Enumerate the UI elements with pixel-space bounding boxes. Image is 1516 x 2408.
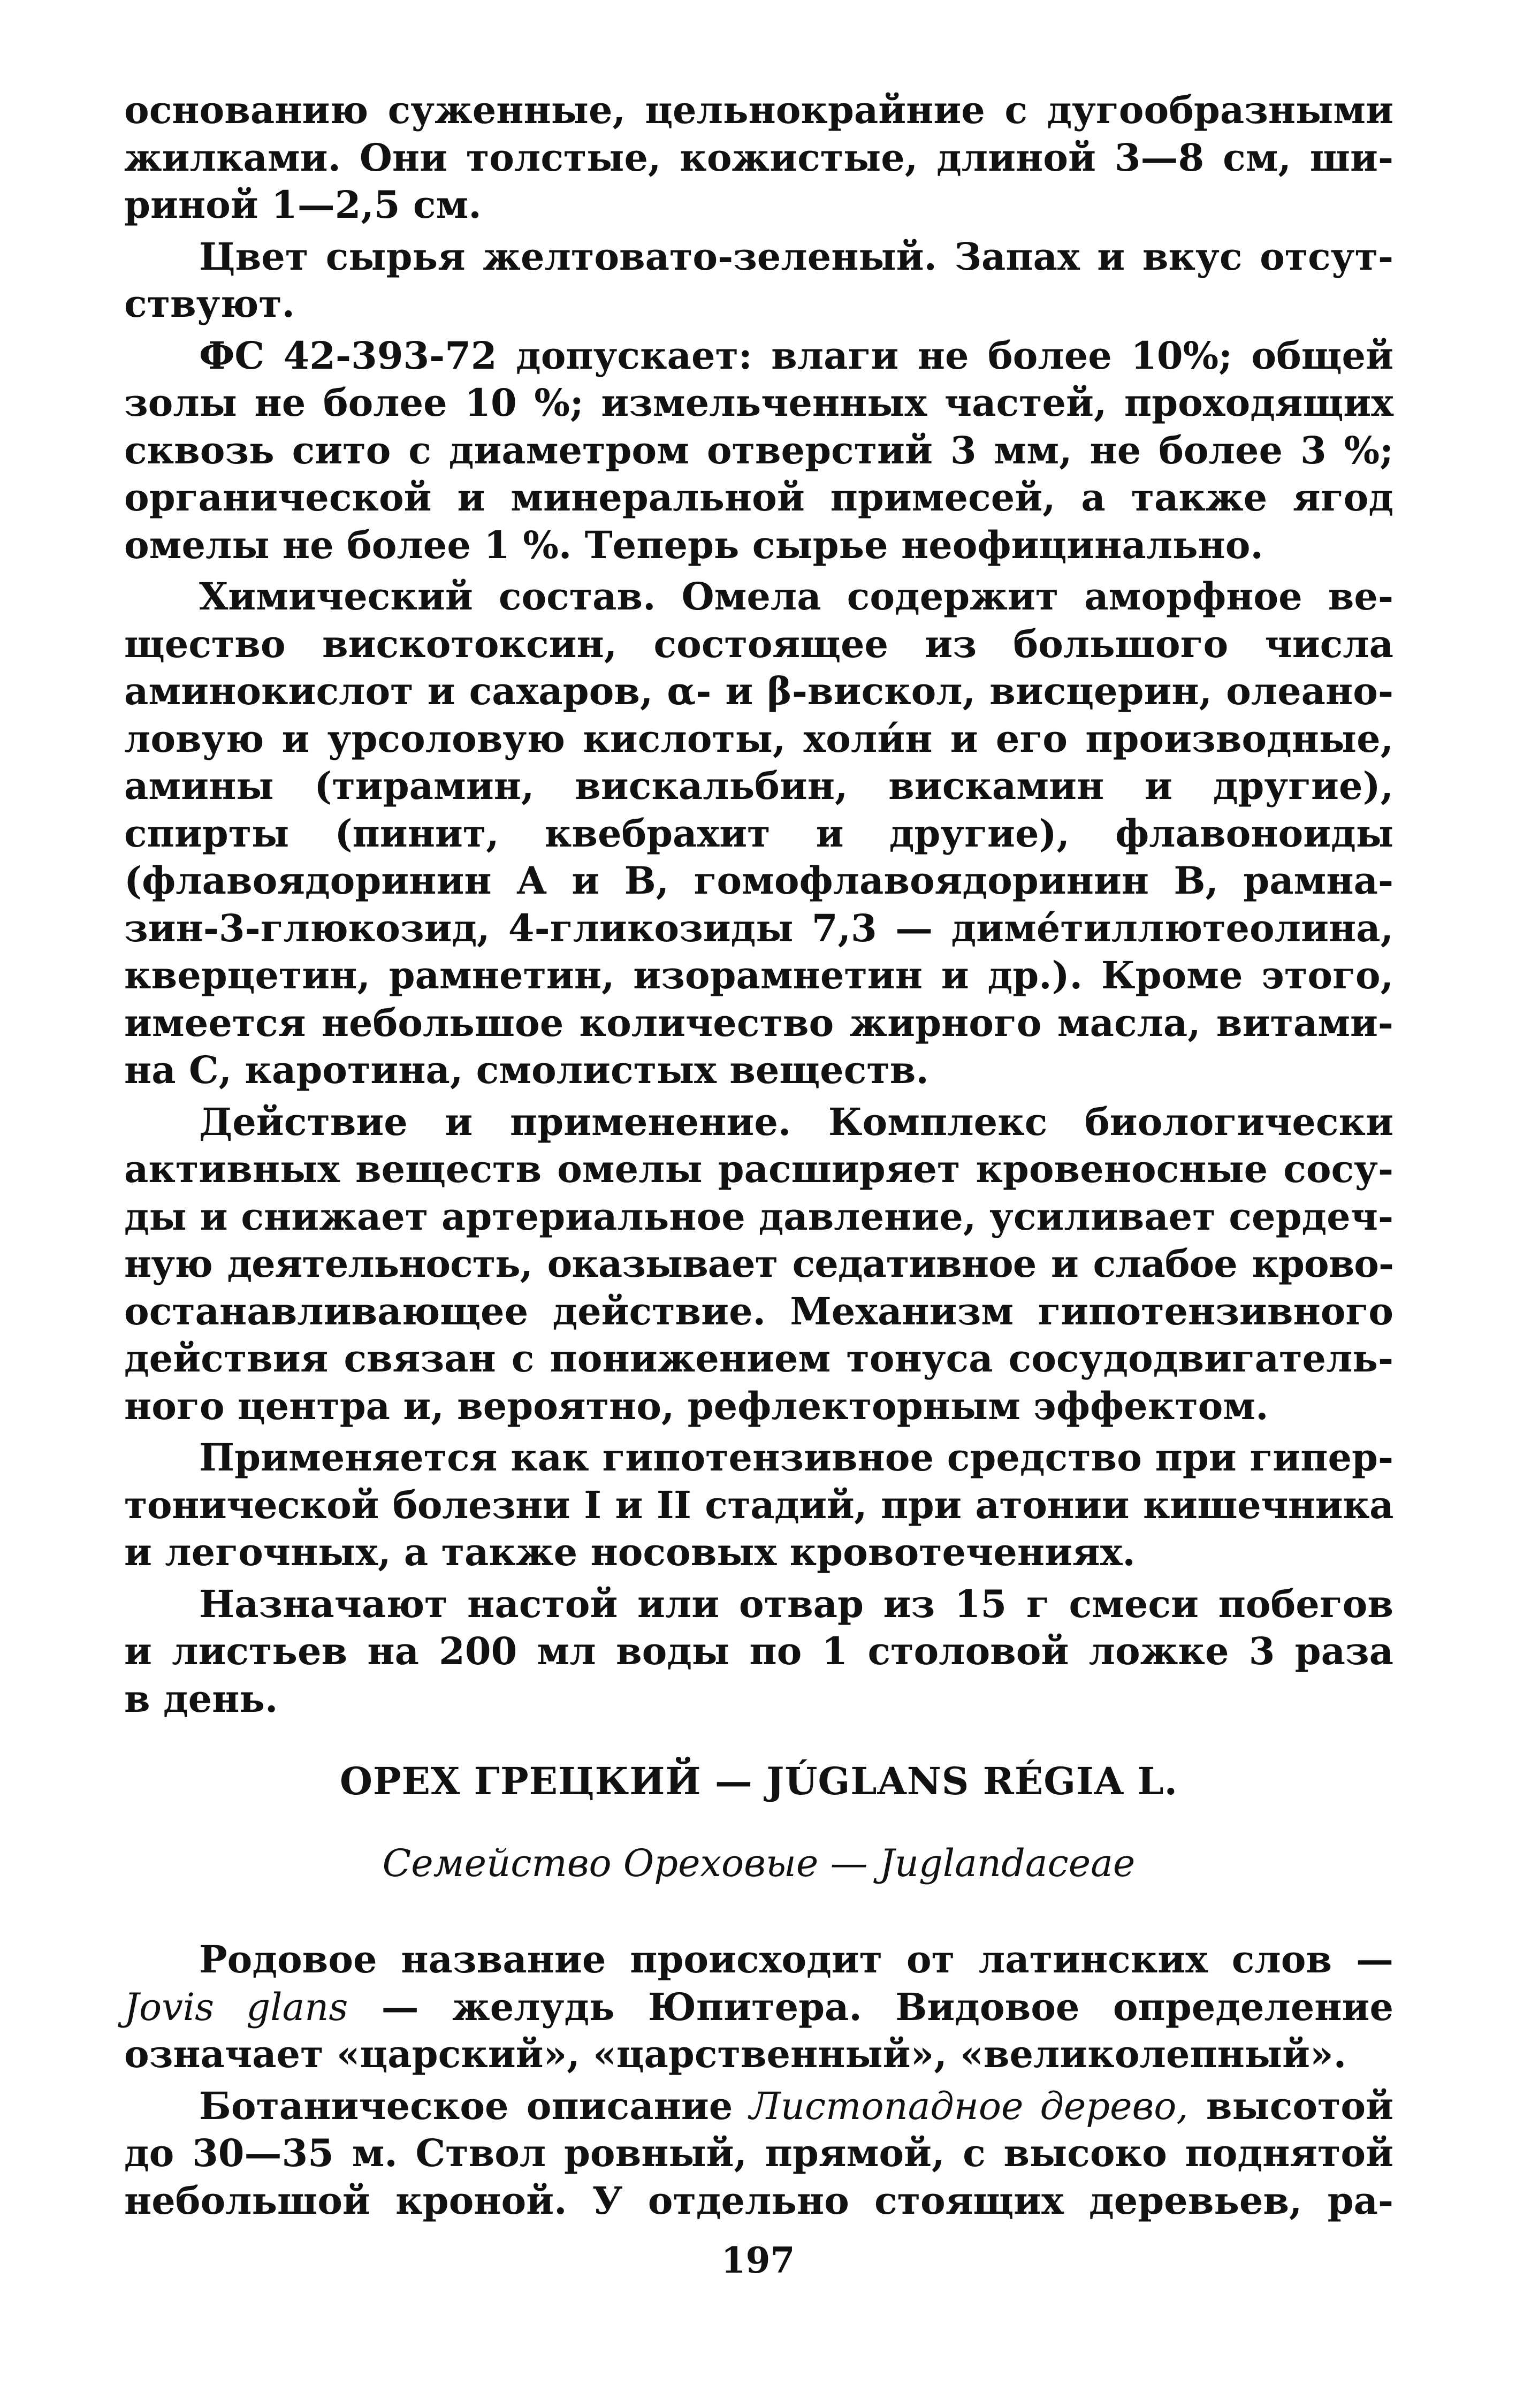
text-line: (флавоядоринин А и В, гомофлавоядоринин В, рамна- (124, 858, 1393, 903)
section-lead-botanical: Ботаническое описание (199, 2083, 733, 2128)
text-line: аминокислот и сахаров, α- и β-вискол, висцерин, олеано- (124, 669, 1393, 713)
text-line: зин-3-глюкозид, 4-гликозиды 7,3 — диме́тиллютеолина, (124, 905, 1393, 950)
text-line: кверцетин, рамнетин, изорамнетин и др.). Кроме этого, (124, 953, 1393, 997)
text-line: и листьев на 200 мл воды по 1 столовой ложке 3 раза (124, 1629, 1393, 1673)
paragraph-botanical (124, 2083, 1393, 2225)
paragraph-etymology (124, 1936, 1393, 2078)
text-line: на С, каротина, смолистых веществ. (124, 1048, 929, 1092)
text-line: спирты (пинит, квебрахит и другие), флавоноиды (124, 811, 1393, 856)
text-line: и легочных, а также носовых кровотечениях. (124, 1530, 1136, 1574)
page-body (124, 87, 1393, 2229)
text-run: — желудь Юпитера. Видовое определение (348, 1984, 1393, 2029)
text-line: органической и минеральной примесей, а также ягод (124, 475, 1393, 520)
paragraph-chemical-composition (124, 573, 1393, 1094)
paragraph-action-use (124, 1099, 1393, 1430)
section-subtitle: Семейство Ореховые — Juglandaceae (382, 1841, 1136, 1885)
text-line: золы не более 10 %; измельченных частей, проходящих (124, 380, 1393, 425)
text-line: в день. (124, 1676, 278, 1721)
section-lead-action: Действие и применение. (199, 1099, 791, 1144)
text-line: жилками. Они толстые, кожистые, длиной 3—8 см, ши- (124, 135, 1393, 180)
text-line: омелы не более 1 %. Теперь сырье неофицинально. (124, 522, 1263, 567)
text-line: сквозь сито с диаметром отверстий 3 мм, не более 3 %; (124, 428, 1393, 473)
text-line: щество вискотоксин, состоящее из большого числа (124, 621, 1393, 666)
italic-run: Листопадное дерево, (733, 2084, 1189, 2128)
paragraph-standard-fs (124, 332, 1393, 569)
text-run: высотой (1188, 2083, 1393, 2128)
text-line: имеется небольшое количество жирного масла, витами- (124, 1000, 1393, 1045)
text-line: ловую и урсоловую кислоты, холи́н и его производные, (124, 716, 1393, 761)
paragraph-leaf-description (124, 87, 1393, 229)
text-line (124, 2083, 1393, 2130)
text-line: ды и снижает артериальное давление, усиливает сердеч- (124, 1194, 1393, 1239)
text-line: Применяется как гипотензивное средство при гипер- (199, 1435, 1393, 1480)
text-line: риной 1—2,5 см. (124, 182, 482, 227)
text-line: ного центра и, вероятно, рефлекторным эффектом. (124, 1383, 1269, 1428)
page-number: 197 (721, 2239, 795, 2281)
text-line: основанию суженные, цельнокрайние с дугообразными (124, 88, 1393, 132)
section-lead-chemical: Химический состав. (199, 574, 656, 619)
text-line: действия связан с понижением тонуса сосудодвигатель- (124, 1336, 1393, 1381)
text-run: Омела содержит аморфное ве- (656, 574, 1393, 619)
text-line: небольшой кроной. У отдельно стоящих деревьев, ра- (124, 2178, 1393, 2223)
text-line: ную деятельность, оказывает седативное и слабое крово- (124, 1241, 1393, 1286)
text-line: амины (тирамин, вискальбин, вискамин и другие), (124, 764, 1393, 808)
text-line: ФС 42-393-72 допускает: влаги не более 10%; общей (199, 333, 1393, 378)
text-line: Назначают настой или отвар из 15 г смеси побегов (199, 1581, 1393, 1626)
text-line: означает «царский», «царственный», «великолепный». (124, 2032, 1347, 2076)
text-line (124, 1099, 1393, 1146)
paragraph-color-smell (124, 233, 1393, 328)
text-line: ствуют. (124, 281, 295, 326)
text-line (124, 1984, 1393, 2031)
text-line: активных веществ омелы расширяет кровеносные сосу- (124, 1147, 1393, 1191)
text-line: Родовое название происходит от латинских слов — (199, 1937, 1393, 1982)
text-line (124, 573, 1393, 621)
section-heading: ОРЕХ ГРЕЦКИЙ — JÚGLANS RÉGIA L. (339, 1759, 1178, 1803)
text-run: Комплекс биологически (791, 1099, 1394, 1144)
paragraph-application (124, 1434, 1393, 1576)
text-line: тонической болезни I и II стадий, при атонии кишечника (124, 1482, 1393, 1527)
paragraph-dosage (124, 1581, 1393, 1723)
text-line: останавливающее действие. Механизм гипотензивного (124, 1289, 1393, 1333)
text-line: до 30—35 м. Ствол ровный, прямой, с высоко поднятой (124, 2131, 1393, 2175)
text-line: Цвет сырья желтовато-зеленый. Запах и вкус отсут- (199, 234, 1393, 279)
latin-term: Jovis glans (124, 1985, 348, 2029)
